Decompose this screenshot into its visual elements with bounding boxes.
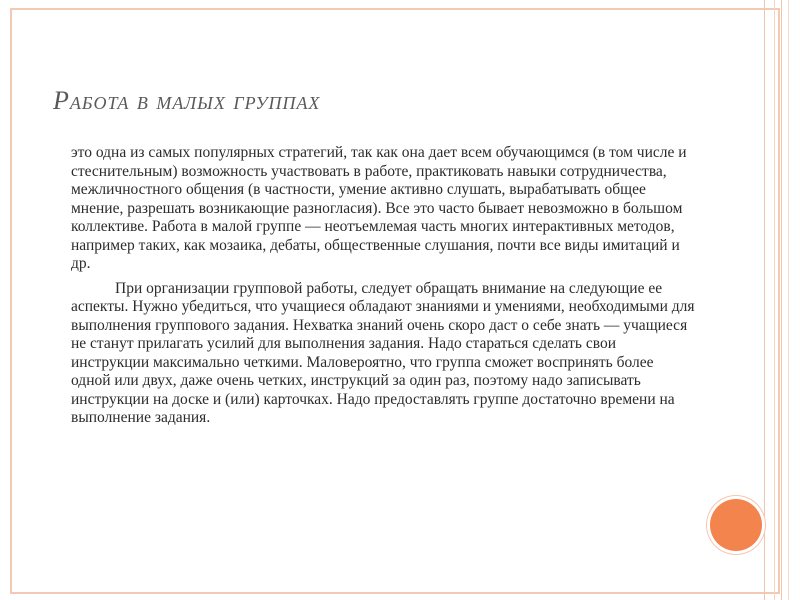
orange-circle-decoration — [710, 499, 762, 551]
bullet-item — [48, 144, 696, 274]
decorative-line — [781, 0, 782, 600]
decorative-line — [788, 0, 789, 600]
bullet-list — [48, 144, 696, 434]
decorative-line — [764, 0, 765, 600]
bullet-item — [48, 280, 696, 428]
slide-title: Работа в малых группах — [53, 86, 321, 115]
bullet-text: При организации групповой работы, следует обращать внимание на следующие ее аспекты. Нужно убедиться, что учащиеся обладают знаниями и умениями, необходимыми для выполнения группового задания. Нехватка знаний очень скоро даст о себе знать — учащиеся не станут прилагать усилий для выполнения задания. Надо стараться сделать свои инструкции максимально четкими. Маловероятно, что группа сможет воспринять более одной или двух, даже очень четких, инструкций за один раз, поэтому надо записывать инструкции на доске и (или) карточках. Надо предоставлять группе достаточно времени на выполнение задания. — [71, 279, 695, 426]
decorative-line — [774, 0, 775, 600]
bullet-text: это одна из самых популярных стратегий, так как она дает всем обучающимся (в том числе и стеснительным) возможность участвовать в работе, практиковать навыки сотрудничества, межличностного общения (в частности, умение активно слушать, вырабатывать общее мнение, разрешать возникающие разногласия). Все это часто бывает невозможно в большом коллективе. Работа в малой группе — неотъемлемая часть многих интерактивных методов, например таких, как мозаика, дебаты, общественные слушания, почти все виды имитаций и др. — [71, 144, 687, 272]
